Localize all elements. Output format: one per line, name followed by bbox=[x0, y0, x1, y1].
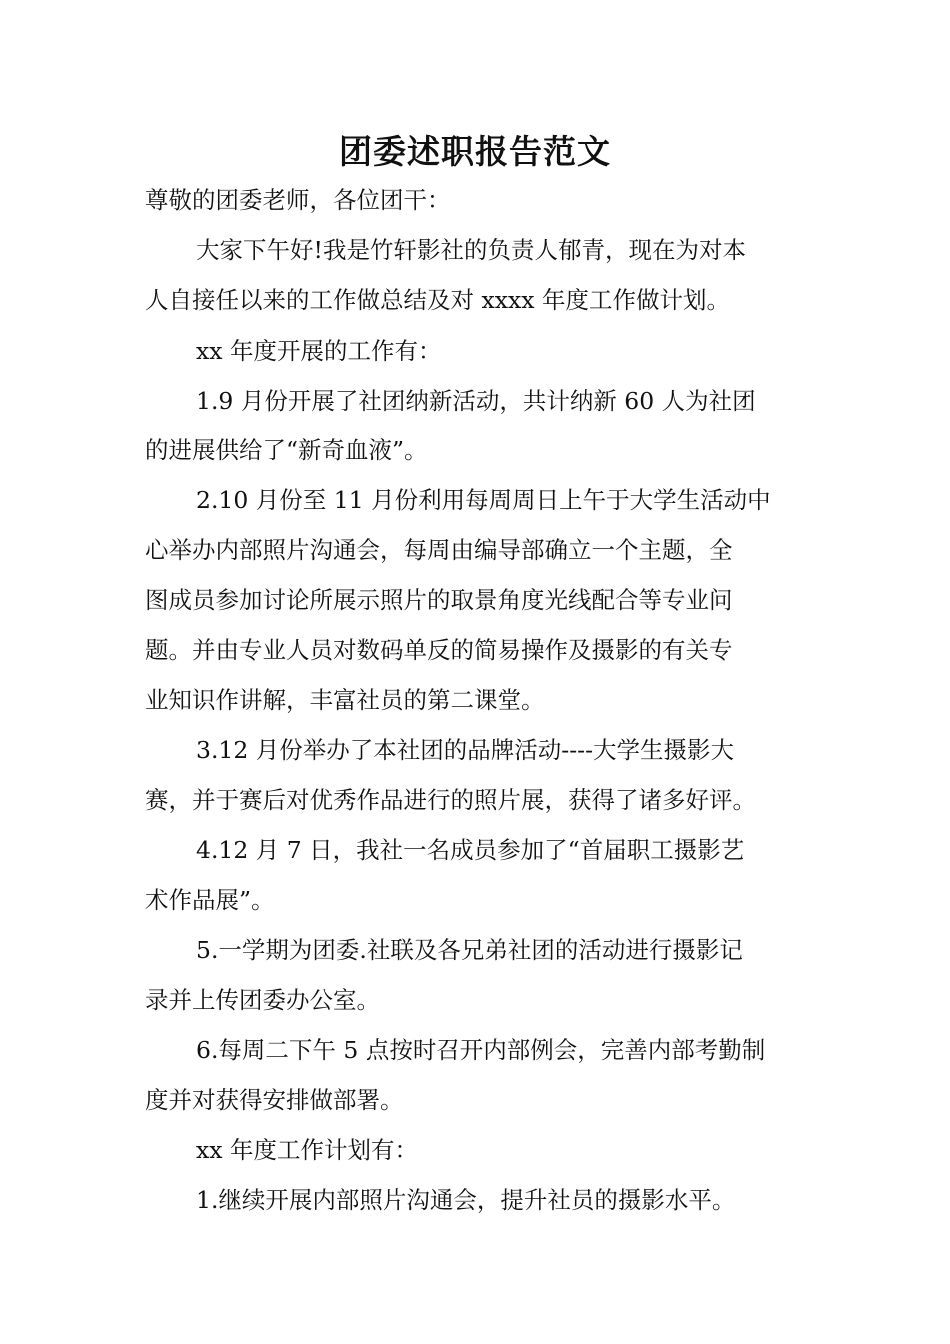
paragraph-line: 2.10 月份至 11 月份利用每周周日上午于大学生活动中 bbox=[196, 486, 771, 514]
paragraph-line: 4.12 月 7 日，我社一名成员参加了“首届职工摄影艺 bbox=[196, 836, 745, 864]
paragraph-line: 人自接任以来的工作做总结及对 xxxx 年度工作做计划。 bbox=[145, 286, 730, 314]
paragraph-line: 的进展供给了“新奇血液”。 bbox=[145, 436, 428, 464]
paragraph-line: 心举办内部照片沟通会，每周由编导部确立一个主题，全 bbox=[145, 536, 733, 564]
paragraph-line: 1.9 月份开展了社团纳新活动，共计纳新 60 人为社团 bbox=[196, 387, 756, 415]
paragraph-line: 题。并由专业人员对数码单反的简易操作及摄影的有关专 bbox=[145, 636, 733, 664]
section-heading: xx 年度工作计划有： bbox=[196, 1136, 418, 1164]
paragraph-line: 度并对获得安排做部署。 bbox=[145, 1086, 404, 1114]
section-heading: xx 年度开展的工作有： bbox=[196, 337, 442, 365]
paragraph-line: 业知识作讲解，丰富社员的第二课堂。 bbox=[145, 686, 545, 714]
paragraph-line: 3.12 月份举办了本社团的品牌活动----大学生摄影大 bbox=[196, 736, 735, 764]
paragraph-line: 1.继续开展内部照片沟通会，提升社员的摄影水平。 bbox=[196, 1186, 736, 1214]
paragraph-line: 术作品展”。 bbox=[145, 886, 275, 914]
paragraph-line: 大家下午好!我是竹轩影社的负责人郁青，现在为对本 bbox=[196, 236, 746, 264]
paragraph-line: 图成员参加讨论所展示照片的取景角度光线配合等专业问 bbox=[145, 586, 733, 614]
salutation: 尊敬的团委老师，各位团干： bbox=[145, 186, 451, 214]
paragraph-line: 5.一学期为团委.社联及各兄弟社团的活动进行摄影记 bbox=[196, 936, 743, 964]
paragraph-line: 录并上传团委办公室。 bbox=[145, 986, 380, 1014]
paragraph-line: 赛，并于赛后对优秀作品进行的照片展，获得了诸多好评。 bbox=[145, 786, 756, 814]
paragraph-line: 6.每周二下午 5 点按时召开内部例会，完善内部考勤制 bbox=[196, 1036, 766, 1064]
document-title: 团委述职报告范文 bbox=[339, 132, 611, 171]
